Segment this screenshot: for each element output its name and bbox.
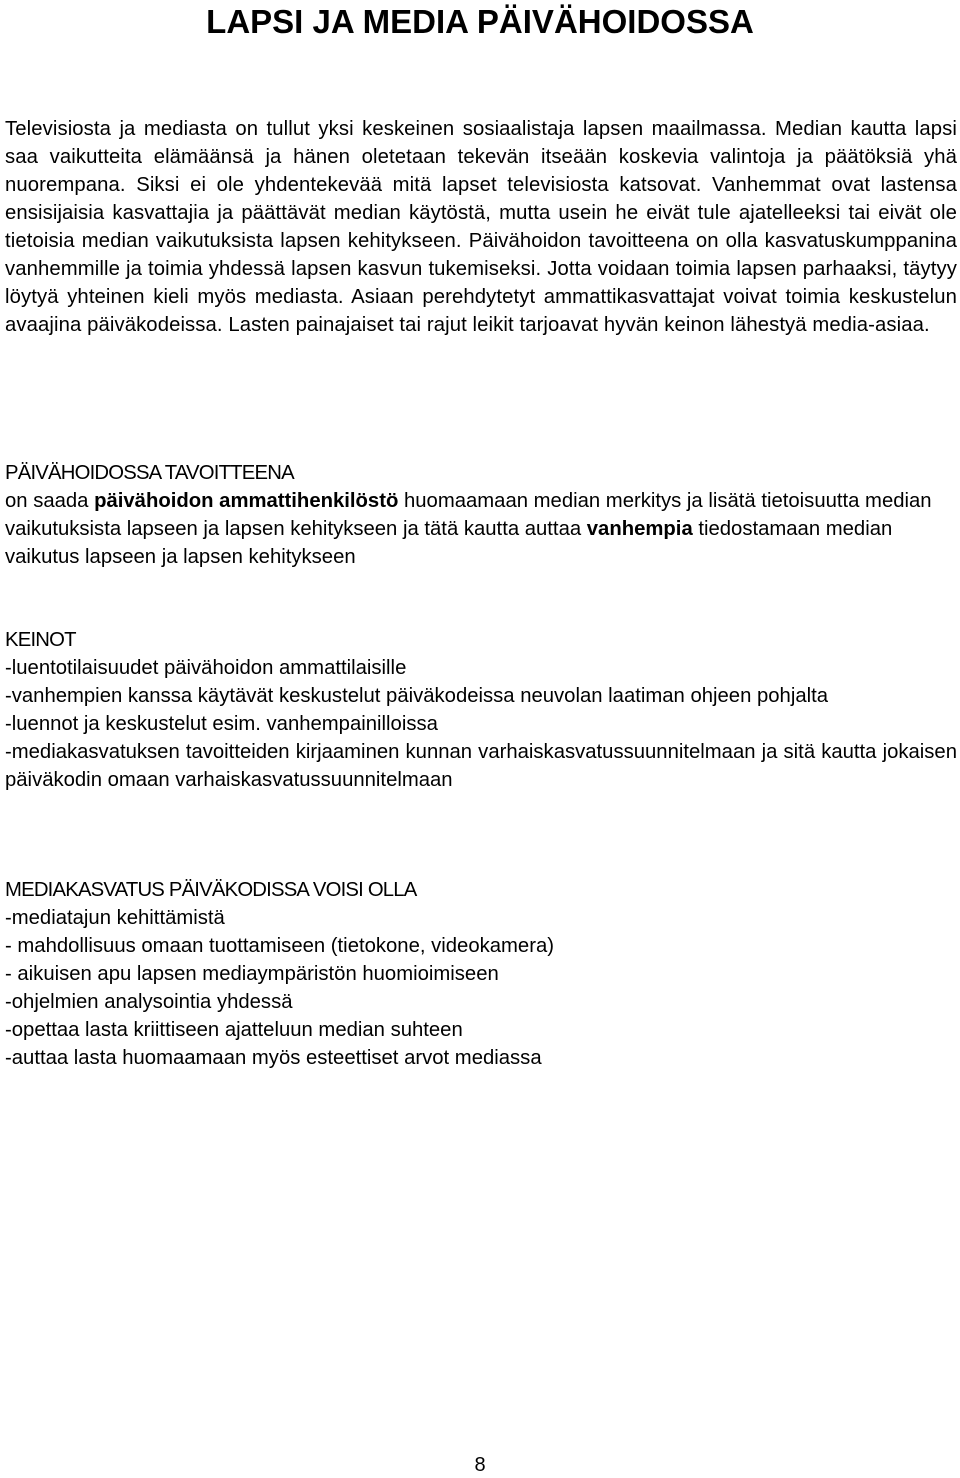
media-education-section — [5, 876, 957, 1072]
goal-section — [5, 459, 957, 571]
media-education-item: - mahdollisuus omaan tuottamiseen (tietokone, videokamera) — [5, 935, 554, 957]
means-section — [5, 626, 957, 794]
goal-heading: PÄIVÄHOIDOSSA TAVOITTEENA — [5, 462, 294, 484]
goal-text-bold-staff: päivähoidon ammattihenkilöstö — [94, 490, 399, 512]
goal-text — [5, 487, 957, 571]
media-education-heading: MEDIAKASVATUS PÄIVÄKODISSA VOISI OLLA — [5, 879, 417, 901]
means-item: -luentotilaisuudet päivähoidon ammattilaisille — [5, 657, 407, 679]
means-item: -vanhempien kanssa käytävät keskustelut päiväkodeissa neuvolan laatiman ohjeen pohjalta — [5, 685, 829, 707]
media-education-item: -ohjelmien analysointia yhdessä — [5, 991, 293, 1013]
means-heading: KEINOT — [5, 629, 76, 651]
intro-paragraph: Televisiosta ja mediasta on tullut yksi keskeinen sosiaalistaja lapsen maailmassa. Median kautta lapsi saa vaikutteita elämäänsä ja hänen oletetaan tekevän itseään koskevia valintoja ja päätöksiä yhä nuorempana. Siksi ei ole yhdentekevää mitä lapset televisiosta katsovat. Vanhemmat ovat lastensa ensisijaisia kasvattajia ja päättävät median käytöstä, mutta usein he eivät tule ajatelleeksi tai eivät ole tietoisia median vaikutuksista lapsen kehitykseen. Päivähoidon tavoitteena on olla kasvatuskumppanina vanhemmille ja toimia yhdessä lapsen kasvun tukemiseksi. Jotta voidaan toimia lapsen parhaaksi, täytyy löytyä yhteinen kieli myös mediasta. Asiaan perehdytetyt ammattikasvattajat voivat toimia keskustelun avaajina päiväkodeissa. Lasten painajaiset tai rajut leikit tarjoavat hyvän keinon lähestyä media-asiaa. — [5, 118, 957, 336]
goal-text-part-2: huomaamaan median merkitys ja lisätä tietoisuutta median vaikutuksista lapseen ja lapsen kehitykseen ja tätä kautta auttaa — [5, 490, 932, 540]
goal-text-part-3: tiedostamaan median vaikutus lapseen ja lapsen kehitykseen — [5, 518, 893, 568]
goal-text-bold-parents: vanhempia — [586, 518, 693, 540]
goal-text-part-1: on saada — [5, 490, 95, 512]
media-education-item: -opettaa lasta kriittiseen ajatteluun median suhteen — [5, 1019, 463, 1041]
page-title: LAPSI JA MEDIA PÄIVÄHOIDOSSA — [206, 3, 754, 40]
media-education-item: - aikuisen apu lapsen mediaympäristön huomioimiseen — [5, 963, 499, 985]
media-education-item: -mediatajun kehittämistä — [5, 907, 225, 929]
page-number: 8 — [474, 1454, 486, 1476]
media-education-item: -auttaa lasta huomaamaan myös esteettiset arvot mediassa — [5, 1047, 542, 1069]
means-item: -mediakasvatuksen tavoitteiden kirjaaminen kunnan varhaiskasvatussuunnitelmaan ja sitä kautta jokaisen päiväkodin omaan varhaiskasvatussuunnitelmaan — [5, 741, 957, 791]
means-item: -luennot ja keskustelut esim. vanhempainilloissa — [5, 713, 438, 735]
